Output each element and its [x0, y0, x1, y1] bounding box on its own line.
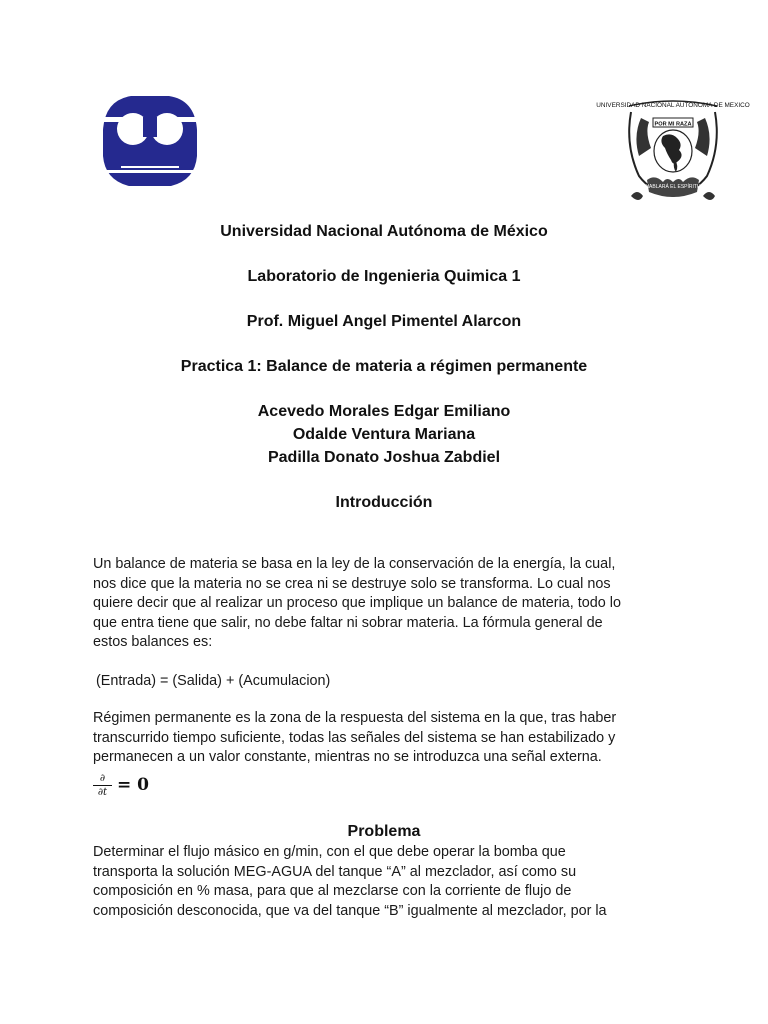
regimen-paragraph: [93, 709, 678, 768]
section-title-introduccion: Introducción: [335, 494, 433, 511]
paragraph-line: estos balances es:: [93, 634, 213, 651]
section-title-problema: Problema: [347, 823, 421, 840]
paragraph-line: transcurrido tiempo suficiente, todas las señales del sistema se han estabilizado y: [93, 729, 616, 746]
paragraph-line: permanecen a un valor constante, mientras no se introduzca una señal externa.: [93, 749, 602, 766]
partial-derivative: [93, 773, 112, 798]
paragraph-line: que entra tiene que salir, no debe faltar ni sobrar materia. La fórmula general de: [93, 614, 603, 631]
fraction-bar: [93, 785, 112, 786]
paragraph-line: Régimen permanente es la zona de la respuesta del sistema en la que, tras haber: [93, 710, 617, 726]
problema-paragraph: [93, 843, 678, 921]
denominator: ∂t: [97, 786, 108, 798]
author-name: Acevedo Morales Edgar Emiliano: [257, 403, 511, 420]
svg-text:POR MI RAZA: POR MI RAZA: [654, 121, 692, 128]
svg-text:HABLARÁ EL ESPÍRITU: HABLARÁ EL ESPÍRITU: [645, 184, 701, 190]
professor-name: Prof. Miguel Angel Pimentel Alarcon: [246, 313, 522, 330]
author-name: Odalde Ventura Mariana: [292, 426, 476, 443]
equation-rest: = 0: [117, 775, 149, 795]
unam-seal-icon: [596, 96, 750, 208]
practice-title: Practica 1: Balance de materia a régimen permanente: [180, 358, 588, 375]
balance-formula: (Entrada) = (Salida) + (Acumulacion): [96, 673, 331, 689]
paragraph-line: Determinar el flujo másico en g/min, con el que debe operar la bomba que: [93, 844, 566, 860]
paragraph-line: quiere decir que al realizar un proceso que implique un balance de materia, todo lo: [93, 595, 621, 612]
paragraph-line: transporta la solución MEG-AGUA del tanque “A” al mezclador, así como su: [93, 863, 577, 880]
steady-state-equation: [93, 770, 149, 800]
paragraph-line: nos dice que la materia no se crea ni se destruye solo se transforma. Lo cual nos: [93, 575, 611, 592]
intro-paragraph: [93, 555, 678, 653]
faculty-logo-icon: [101, 96, 199, 188]
paragraph-line: composición en % masa, para que al mezclarse con la corriente de flujo de: [93, 883, 572, 900]
paragraph-line: composición desconocida, que va del tanque “B” igualmente al mezclador, por la: [93, 902, 607, 919]
university-title: Universidad Nacional Autónoma de México: [220, 223, 548, 240]
numerator: ∂: [99, 772, 106, 784]
lab-title: Laboratorio de Ingenieria Quimica 1: [247, 268, 521, 285]
svg-text:UNIVERSIDAD NACIONAL AUTONOMA: UNIVERSIDAD NACIONAL AUTONOMA DE MEXICO: [596, 102, 750, 109]
author-name: Padilla Donato Joshua Zabdiel: [267, 449, 501, 466]
paragraph-line: Un balance de materia se basa en la ley de la conservación de la energía, la cual,: [93, 556, 616, 572]
